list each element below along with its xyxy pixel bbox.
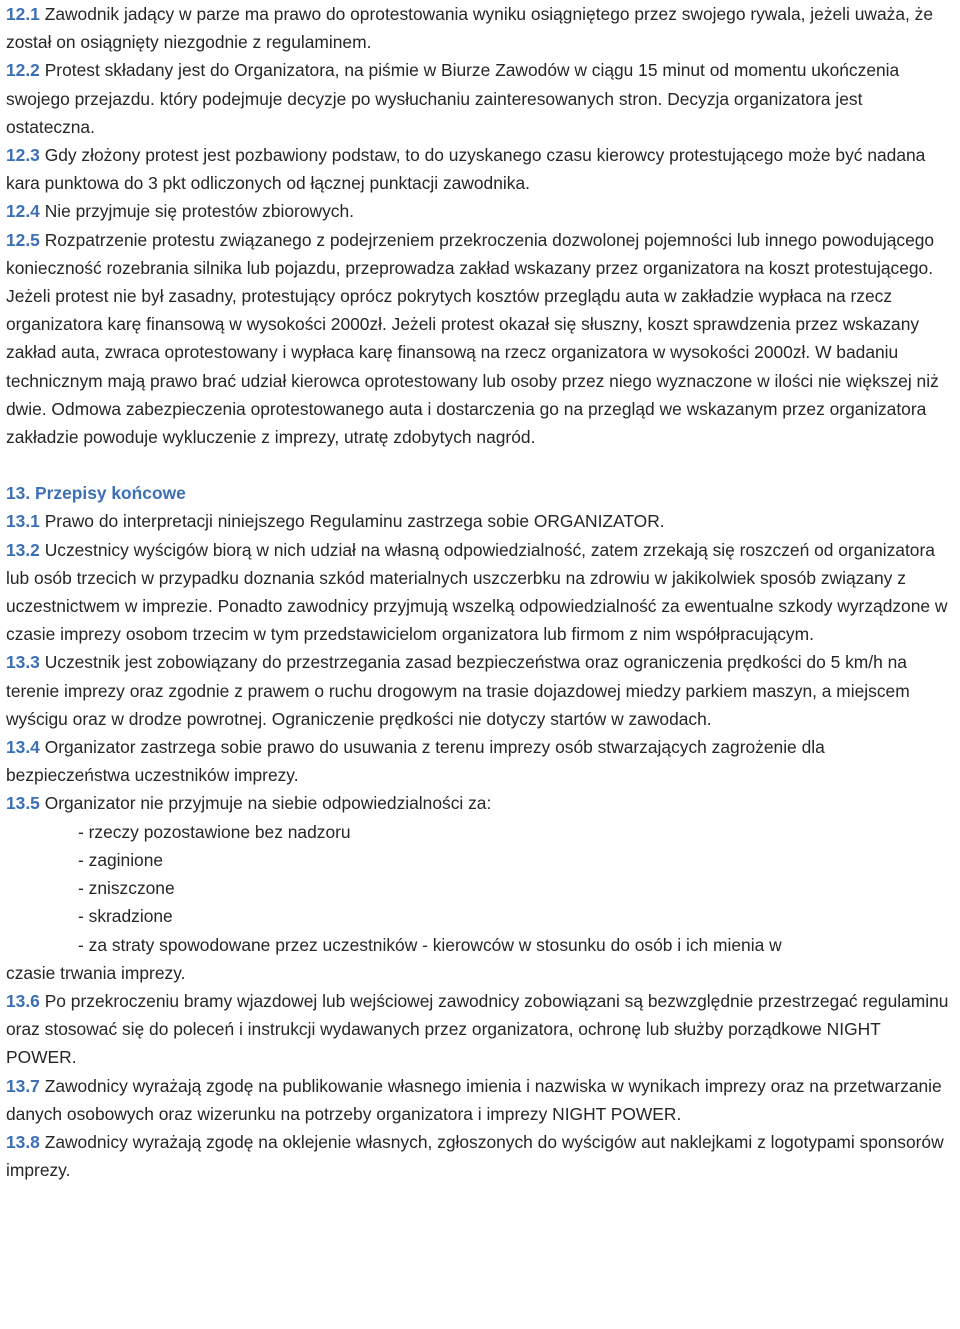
paragraph-13-3 xyxy=(6,648,952,733)
section-number: 12.2 xyxy=(6,60,40,81)
paragraph-text: Prawo do interpretacji niniejszego Regulaminu zastrzega sobie ORGANIZATOR. xyxy=(39,511,665,532)
paragraph-13-7 xyxy=(6,1072,952,1128)
paragraph-13-8 xyxy=(6,1128,952,1184)
paragraph-12-1 xyxy=(6,0,952,56)
list-item: - rzeczy pozostawione bez nadzoru xyxy=(78,821,351,842)
section-number: 12.1 xyxy=(6,4,40,24)
section-number: 13.3 xyxy=(6,652,40,673)
section-number: 13.5 xyxy=(6,793,40,814)
paragraph-text: Uczestnik jest zobowiązany do przestrzegania zasad bezpieczeństwa oraz ograniczenia prędkości do 5 km/h na terenie imprezy oraz zgodnie z prawem o ruchu drogowym na trasie dojazdowej miedzy parkiem maszyn, a miejscem wyścigu oraz w drodze powrotnej. Ograniczenie prędkości nie dotyczy startów w zawodach. xyxy=(6,652,910,729)
paragraph-text: Zawodnik jadący w parze ma prawo do oprotestowania wyniku osiągniętego przez swojego rywala, jeżeli uważa, że został on osiągnięty niezgodnie z regulaminem. xyxy=(6,4,934,53)
list-item: - skradzione xyxy=(78,906,173,927)
section-number: 13.8 xyxy=(6,1131,40,1152)
paragraph-text: Organizator zastrzega sobie prawo do usuwania z terenu imprezy osób stwarzających zagrożenie dla bezpieczeństwa uczestników imprezy. xyxy=(6,737,825,786)
section-number: 12.3 xyxy=(6,145,40,166)
paragraph-12-3 xyxy=(6,141,952,197)
list-item-continuation: czasie trwania imprezy. xyxy=(6,962,186,983)
paragraph-text: Zawodnicy wyrażają zgodę na oklejenie własnych, zgłoszonych do wyścigów aut naklejkami z logotypami sponsorów imprezy. xyxy=(6,1131,944,1181)
paragraph-text: Nie przyjmuje się protestów zbiorowych. xyxy=(39,201,354,222)
section-number: 13.1 xyxy=(6,511,40,532)
paragraph-text: Uczestnicy wyścigów biorą w nich udział na własną odpowiedzialność, zatem zrzekają się roszczeń od organizatora lub osób trzecich w przypadku doznania szkód materialnych uszczerbku na zdrowiu w jakikolwiek sposób związany z uczestnictwem w imprezie. Ponadto zawodnicy przyjmują wszelką odpowiedzialność za ewentualne szkody wyrządzone w czasie imprezy osobom trzecim w tym przedstawicielom organizatora lub firmom z nim współpracującym. xyxy=(6,539,948,645)
paragraph-13-2 xyxy=(6,536,952,649)
paragraph-12-4 xyxy=(6,197,952,225)
spacer xyxy=(6,451,952,479)
list-item: - za straty spowodowane przez uczestników - kierowców w stosunku do osób i ich mienia w xyxy=(78,934,782,955)
section-number: 13.4 xyxy=(6,737,40,758)
paragraph-13-4 xyxy=(6,733,952,789)
paragraph-12-2 xyxy=(6,56,952,141)
paragraph-text: Po przekroczeniu bramy wjazdowej lub wejściowej zawodnicy zobowiązani są bezwzględnie przestrzegać regulaminu oraz stosować się do poleceń i instrukcji wydawanych przez organizatora, ochronę lub służby porządkowe NIGHT POWER. xyxy=(6,990,949,1068)
paragraph-text: Rozpatrzenie protestu związanego z podejrzeniem przekroczenia dozwolonej pojemności lub innego powodującego konieczność rozebrania silnika lub pojazdu, przeprowadza zakład wskazany przez organizatora na koszt protestującego. Jeżeli protest nie był zasadny, protestujący oprócz pokrytych kosztów przeglądu auta w zakładzie wypłaca na rzecz organizatora karę finansową w wysokości 2000zł. Jeżeli protest okazał się słuszny, koszt sprawdzenia przez wskazany zakład auta, zwraca oprotestowany i wypłaca karę finansową na rzecz organizatora w wysokości 2000zł. W badaniu technicznym mają prawo brać udział kierowca oprotestowany lub osoby przez niego wyznaczone w ilości nie większej niż dwie. Odmowa zabezpieczenia oprotestowanego auta i dostarczenia go na przegląd we wskazanym przez organizatora zakładzie powoduje wykluczenie z imprezy, utratę zdobytych nagród. xyxy=(6,229,939,448)
paragraph-12-5 xyxy=(6,226,952,452)
section-number: 12.5 xyxy=(6,229,40,250)
section-number: 13.7 xyxy=(6,1075,40,1096)
paragraph-13-1 xyxy=(6,507,952,535)
list-item: - zaginione xyxy=(78,849,164,870)
paragraph-text: Zawodnicy wyrażają zgodę na publikowanie własnego imienia i nazwiska w wynikach imprezy oraz na przetwarzanie danych osobowych oraz wizerunku na potrzeby organizatora i imprezy NIGHT POWER. xyxy=(6,1075,942,1124)
section-number: 12.4 xyxy=(6,201,40,222)
paragraph-text: Protest składany jest do Organizatora, na piśmie w Biurze Zawodów w ciągu 15 minut od momentu ukończenia swojego przejazdu. który podejmuje decyzje po wysłuchaniu zainteresowanych stron. Decyzja organizatora jest ostateczna. xyxy=(6,60,900,137)
section-number: 13.2 xyxy=(6,539,40,560)
list-item: - zniszczone xyxy=(78,878,175,899)
section-13-heading: 13. Przepisy końcowe xyxy=(6,483,186,504)
section-number: 13.6 xyxy=(6,990,40,1011)
paragraph-13-5 xyxy=(6,789,952,817)
paragraph-text: Gdy złożony protest jest pozbawiony podstaw, to do uzyskanego czasu kierowcy protestującego może być nadana kara punktowa do 3 pkt odliczonych od łącznej punktacji zawodnika. xyxy=(6,145,926,194)
paragraph-text: Organizator nie przyjmuje na siebie odpowiedzialności za: xyxy=(39,793,492,814)
paragraph-13-6 xyxy=(6,987,952,1072)
